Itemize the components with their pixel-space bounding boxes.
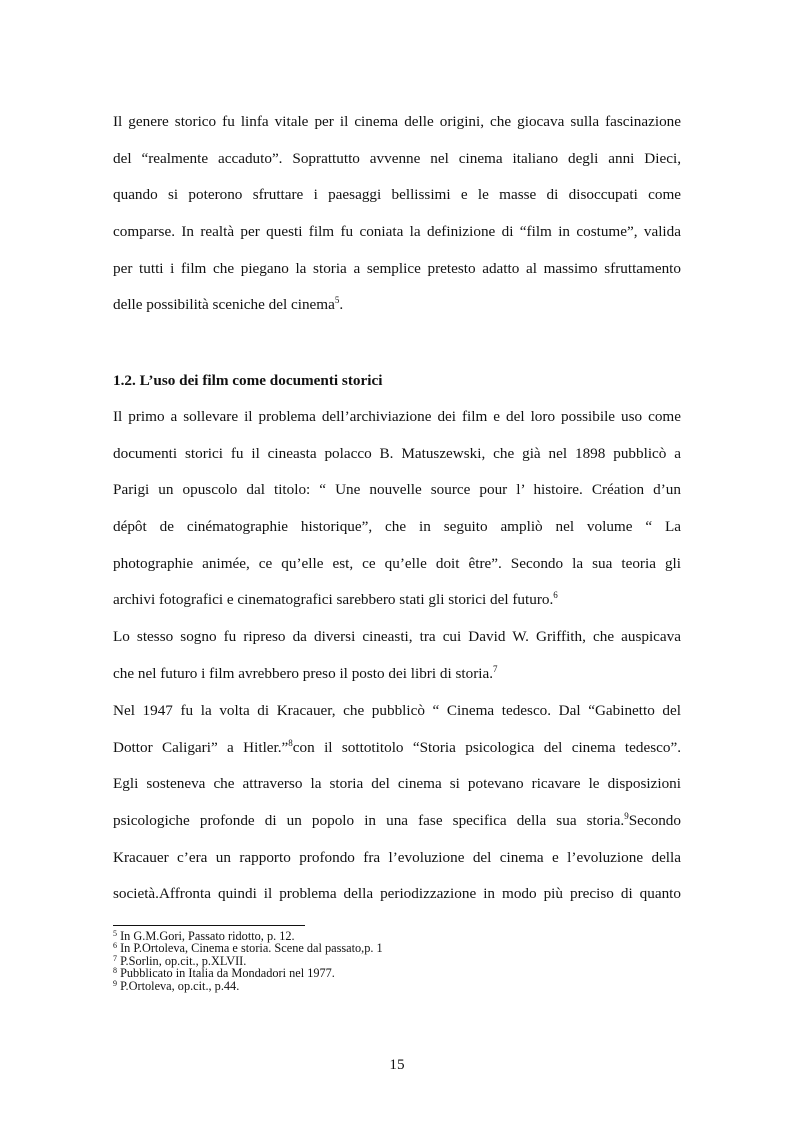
- footnote-text: P.Sorlin, op.cit., p.XLVII.: [117, 953, 247, 968]
- footnote-number: 5: [113, 929, 117, 938]
- text-line: [113, 730, 681, 767]
- text-line: [113, 803, 681, 840]
- text-span: archivi fotografici e cinematografici sarebbero stati gli storici del futuro.: [113, 591, 554, 609]
- text-line: Nel 1947 fu la volta di Kracauer, che pubblicò “ Cinema tedesco. Dal “Gabinetto del: [113, 702, 681, 719]
- footnote-ref-9[interactable]: 9: [624, 811, 629, 822]
- paragraph-kracauer: [113, 693, 681, 913]
- text-span: delle possibilità sceniche del cinema: [113, 296, 335, 314]
- footnote-text: Pubblicato in Italia da Mondadori nel 1977.: [117, 966, 335, 981]
- paragraph-matuszewski: [113, 399, 681, 619]
- text-span: psicologiche profonde di un popolo in una fase specifica della sua storia.: [113, 812, 625, 830]
- text-line: Egli sosteneva che attraverso la storia del cinema si potevano ricavare le disposizioni: [113, 775, 681, 793]
- footnote-text: In P.Ortoleva, Cinema e storia. Scene dal passato,p. 1: [117, 941, 383, 956]
- text-line: per tutti i film che piegano la storia a semplice pretesto adatto al massimo sfruttamento: [113, 259, 681, 277]
- text-line: [113, 287, 681, 324]
- footnote-number: 7: [113, 953, 117, 963]
- text-line: del “realmente accaduto”. Soprattutto avvenne nel cinema italiano degli anni Dieci,: [113, 149, 681, 167]
- text-line: Il primo a sollevare il problema dell’archiviazione dei film e del loro possibile uso come: [113, 408, 681, 425]
- text-span: che nel futuro i film avrebbero preso il posto dei libri di storia.: [113, 664, 494, 682]
- footnote-text: In G.M.Gori, Passato ridotto, p. 12.: [117, 929, 295, 943]
- text-line: documenti storici fu il cineasta polacco B. Matuszewski, che già nel 1898 pubblicò a: [113, 444, 681, 462]
- text-line: Parigi un opuscolo dal titolo: “ Une nouvelle source pour l’ histoire. Création d’un: [113, 481, 681, 499]
- footnote-number: 6: [113, 941, 117, 951]
- text-span: con il sottotitolo “Storia psicologica del cinema tedesco”.: [292, 738, 682, 756]
- text-line: [113, 656, 681, 693]
- text-span: Secondo: [628, 812, 681, 830]
- footnote-ref-8[interactable]: 8: [288, 737, 293, 748]
- footnote-ref-7[interactable]: 7: [493, 663, 498, 674]
- page-number: 15: [389, 1056, 405, 1073]
- text-line: quando si poterono sfruttare i paesaggi bellissimi e le masse di disoccupati come: [113, 186, 681, 204]
- text-line: comparse. In realtà per questi film fu coniata la definizione di “film in costume”, valida: [113, 223, 681, 241]
- footnote: [113, 980, 383, 992]
- footnotes: [113, 930, 383, 992]
- text-line: società.Affronta quindi il problema della periodizzazione in modo più preciso di quanto: [113, 885, 681, 903]
- footnote-ref-5[interactable]: 5: [334, 295, 340, 306]
- footnote-ref-6[interactable]: 6: [553, 590, 558, 601]
- footnote-number: 9: [113, 978, 117, 988]
- text-span: Dottor Caligari” a Hitler.”: [113, 738, 289, 756]
- text-line: photographie animée, ce qu’elle est, ce qu’elle doit être”. Secondo la sua teoria gli: [113, 554, 681, 572]
- text-line: Kracauer c’era un rapporto profondo fra l’evoluzione del cinema e l’evoluzione della: [113, 848, 681, 866]
- section-heading: 1.2. L’uso dei film come documenti storici: [113, 372, 383, 389]
- text-line: dépôt de cinématographie historique”, che in seguito ampliò nel volume “ La: [113, 518, 681, 536]
- footnote-separator: [113, 925, 305, 926]
- paragraph-griffith: [113, 619, 681, 692]
- text-span: .: [339, 296, 344, 314]
- footnote-text: P.Ortoleva, op.cit., p.44.: [117, 978, 240, 993]
- text-line: Il genere storico fu linfa vitale per il cinema delle origini, che giocava sulla fascinazione: [113, 113, 681, 130]
- paragraph-intro: [113, 104, 681, 324]
- footnote-number: 8: [113, 966, 117, 976]
- text-line: Lo stesso sogno fu ripreso da diversi cineasti, tra cui David W. Griffith, che auspicava: [113, 628, 681, 645]
- text-line: [113, 582, 681, 619]
